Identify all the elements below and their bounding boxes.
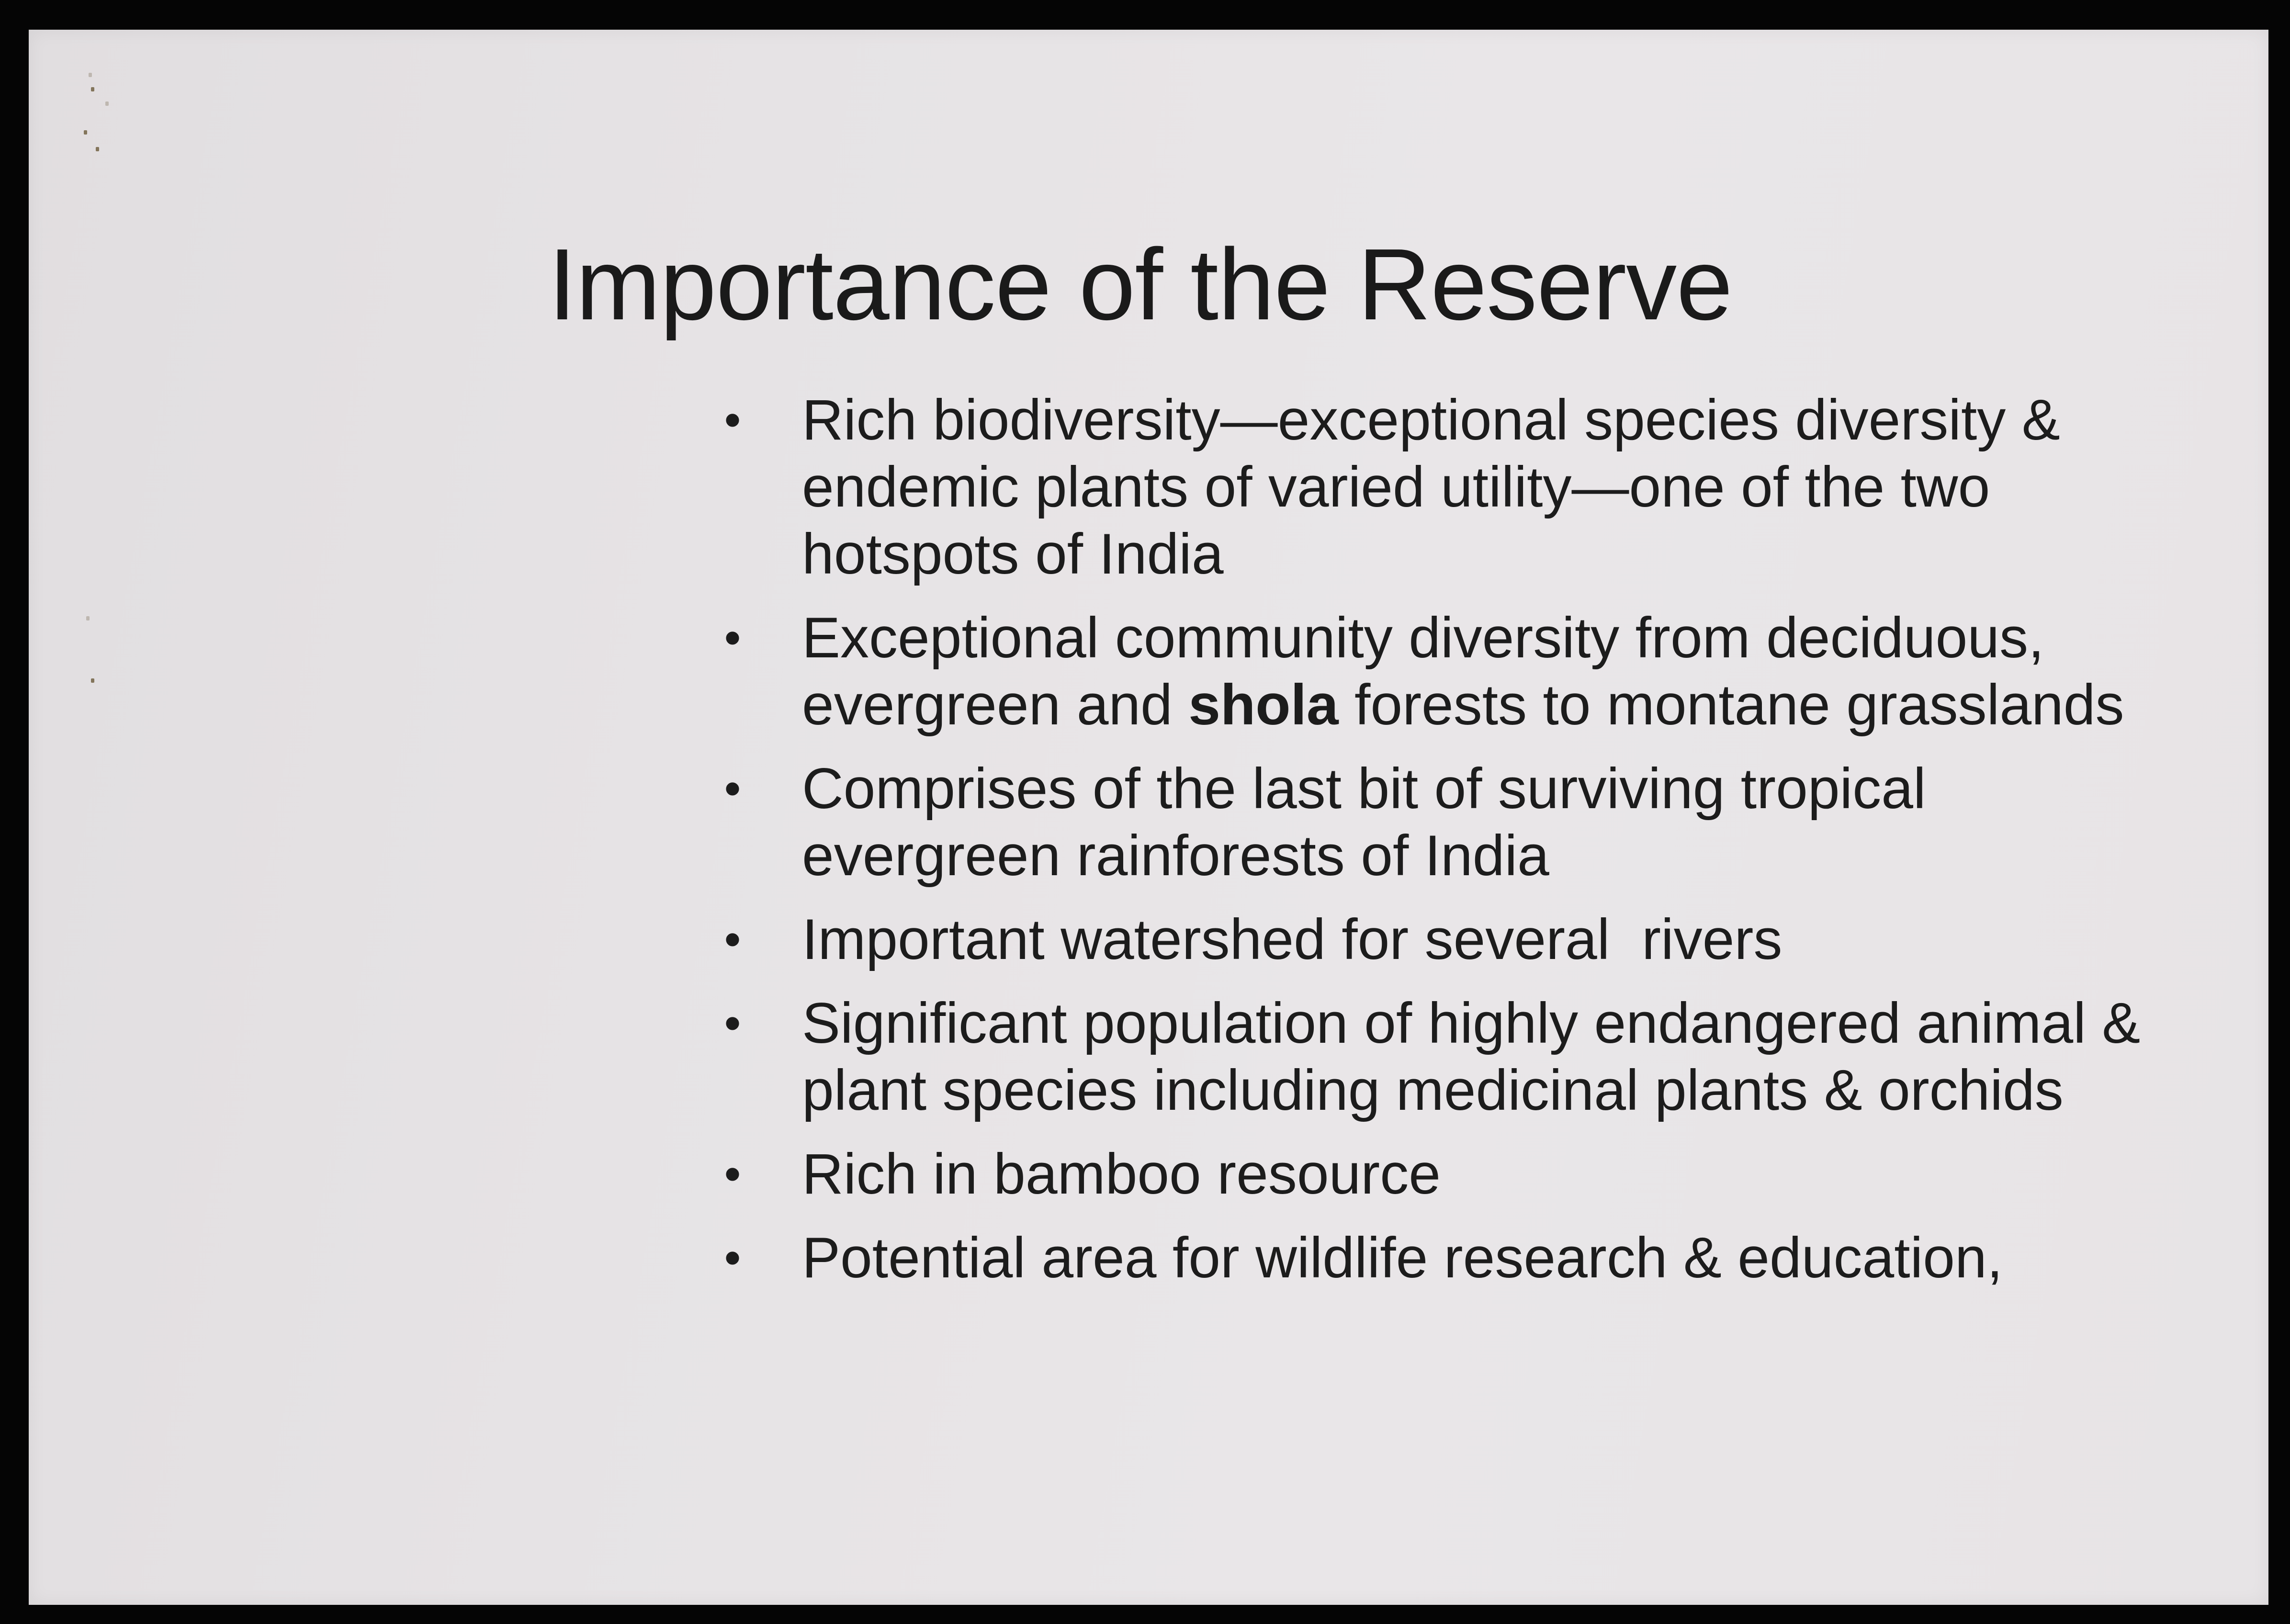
bullet-text-bold: shola (1188, 673, 1339, 737)
bullet-item (718, 1140, 2145, 1207)
bullet-item (718, 906, 2145, 973)
bullet-item (718, 990, 2145, 1124)
bullet-text: Comprises of the last bit of surviving tropical evergreen rainforests of India (802, 756, 1926, 888)
bullet-list (718, 386, 2145, 1308)
bullet-dot-icon: • (724, 393, 741, 447)
bullet-dot-icon: • (724, 611, 741, 665)
bullet-dot-icon: • (724, 1231, 741, 1285)
paper-speck (105, 102, 109, 106)
bullet-text: Potential area for wildlife research & education, (802, 1226, 2003, 1290)
bullet-dot-icon: • (724, 913, 741, 966)
paper-speck (86, 616, 90, 620)
paper-sheet (29, 30, 2268, 1605)
bullet-dot-icon: • (724, 762, 741, 815)
bullet-text-part: Exceptional community diversity from deciduous, evergreen and (802, 606, 2044, 737)
bullet-item (718, 604, 2145, 738)
paper-speck (96, 147, 99, 151)
bullet-item (718, 386, 2145, 587)
paper-speck (89, 73, 92, 77)
paper-speck (91, 678, 94, 683)
bullet-text: Rich biodiversity—exceptional species diversity & endemic plants of varied utility—one of the two hotspots of India (802, 388, 2060, 586)
slide-title: Importance of the Reserve (548, 227, 1733, 341)
paper-speck (91, 87, 94, 91)
paper-speck (84, 130, 87, 135)
bullet-dot-icon: • (724, 1147, 741, 1201)
bullet-text-part: forests to montane grasslands (1338, 673, 2124, 737)
bullet-item (718, 755, 2145, 889)
bullet-text (802, 606, 2124, 737)
bullet-item (718, 1224, 2145, 1291)
bullet-dot-icon: • (724, 996, 741, 1050)
bullet-text: Important watershed for several rivers (802, 907, 1782, 971)
bullet-text: Rich in bamboo resource (802, 1142, 1441, 1206)
bullet-text: Significant population of highly endangered animal & plant species including medicinal plants & orchids (802, 991, 2141, 1122)
